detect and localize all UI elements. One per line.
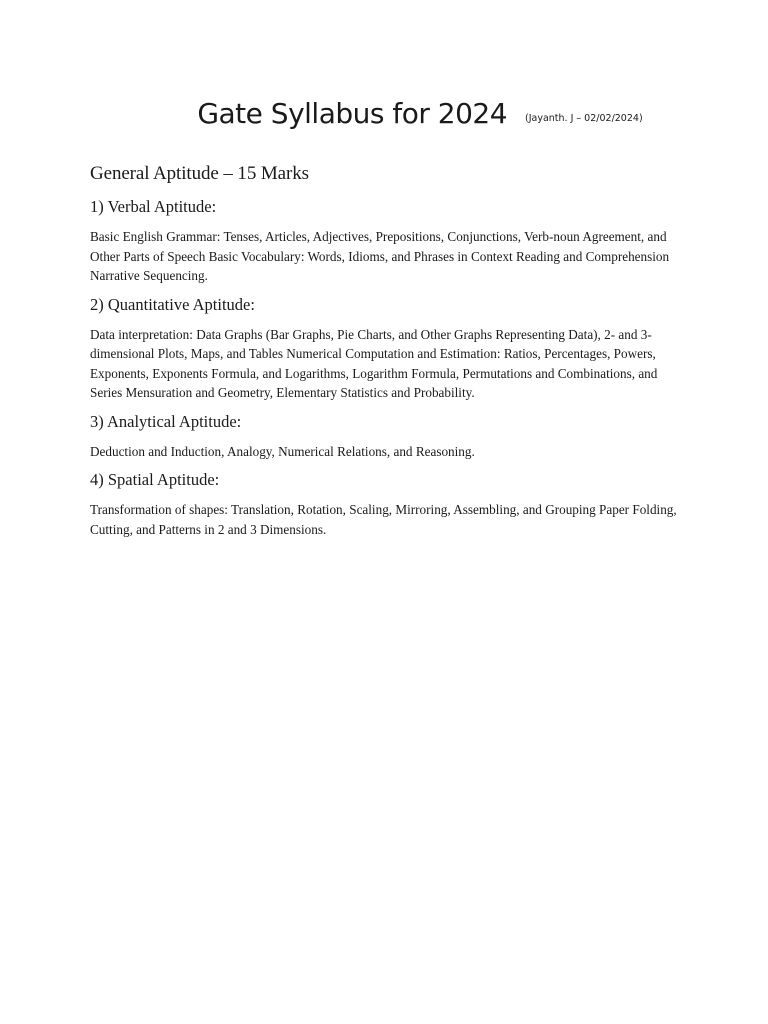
section-body: Basic English Grammar: Tenses, Articles, Adjectives, Prepositions, Conjunctions, Verb-noun Agreement, and Other Parts of Speech Basic Vocabulary: Words, Idioms, and Phrases in Context Reading and Comprehension Narrative Sequencing. [90,229,670,283]
section-heading: 1) Verbal Aptitude: [90,197,217,216]
section-verbal-aptitude [90,197,690,286]
section-spatial-aptitude [90,470,690,539]
document-content [90,163,690,548]
section-body: Transformation of shapes: Translation, Rotation, Scaling, Mirroring, Assembling, and Grouping Paper Folding, Cutting, and Patterns in 2 and 3 Dimensions. [90,502,677,537]
section-body: Data interpretation: Data Graphs (Bar Graphs, Pie Charts, and Other Graphs Representing Data), 2- and 3-dimensional Plots, Maps, and Tables Numerical Computation and Estimation: Ratios, Percentages, Powers, Exponents, Exponents Formula, and Logarithms, Logarithm Formula, Permutations and Combinations, and Series Mensuration and Geometry, Elementary Statistics and Probability. [90,326,658,400]
section-body: Deduction and Induction, Analogy, Numerical Relations, and Reasoning. [90,443,475,459]
main-heading: General Aptitude – 15 Marks [90,163,309,184]
section-heading: 4) Spatial Aptitude: [90,470,220,489]
section-analytical-aptitude [90,412,690,462]
document-author-date: (Jayanth. J – 02/02/2024) [525,113,643,124]
section-heading: 2) Quantitative Aptitude: [90,294,255,314]
title-row [0,97,768,130]
section-quantitative-aptitude [90,295,690,403]
document-title: Gate Syllabus for 2024 [197,97,508,130]
section-heading: 3) Analytical Aptitude: [90,411,242,431]
